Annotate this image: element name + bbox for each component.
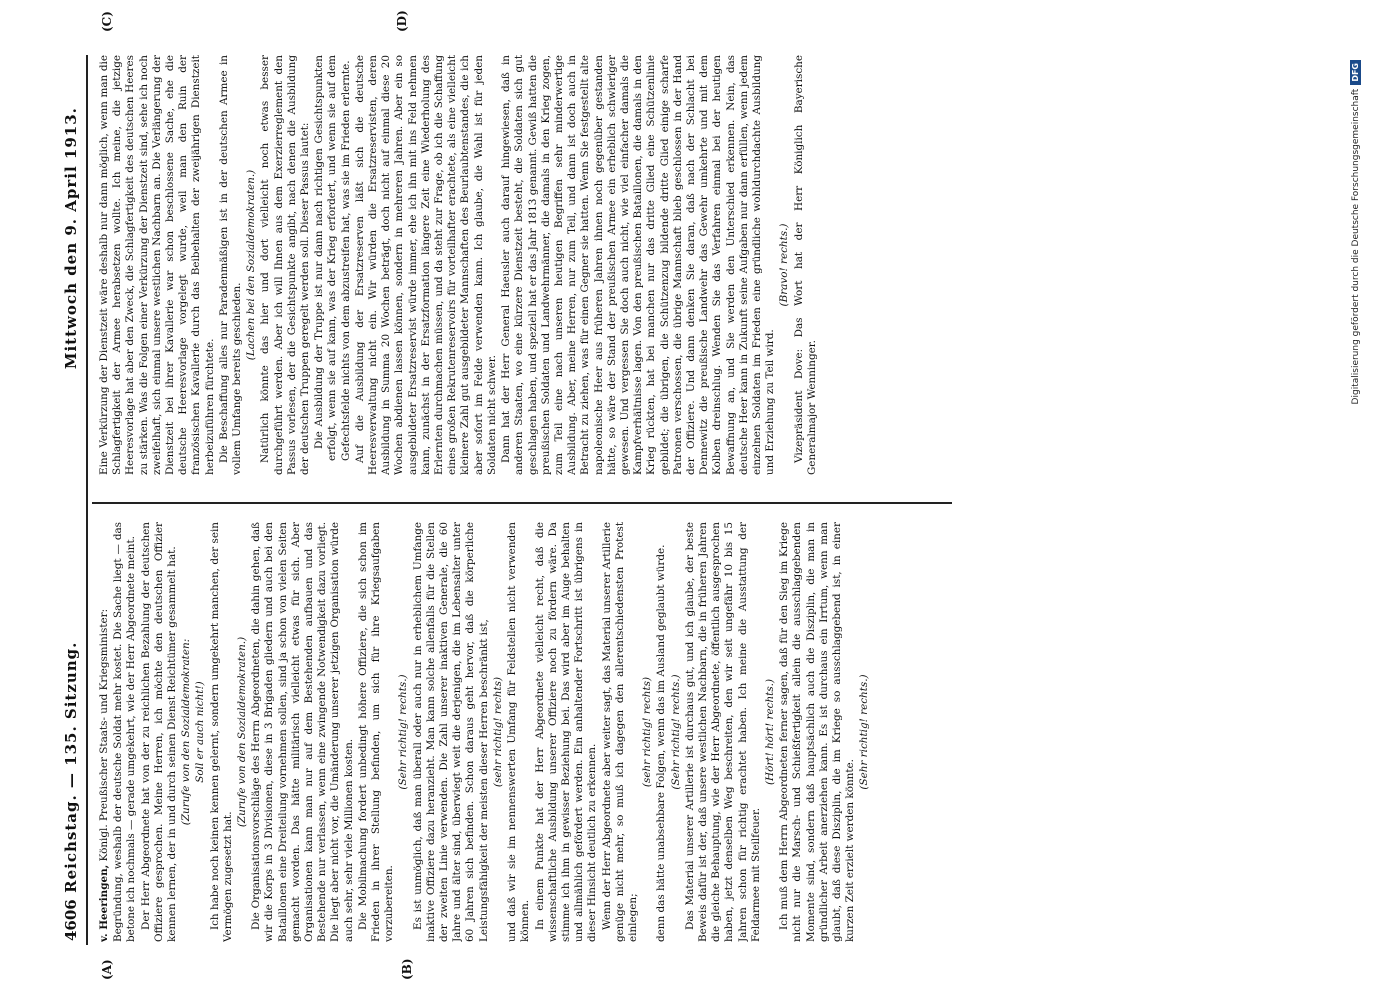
page-number: 4606 xyxy=(62,899,80,941)
paragraph: In einem Punkte hat der Herr Abgeordnete vielleicht recht, daß die wissenschaftliche Ausbildung unserer Offiziere noch zu fördern wäre. Da stimme ich ihm in gewisser Beziehung bei. Das wird aber im Auge behalten und allmählich gefördert werden. Ein anhaltender Fortschritt ist übrigens in dieser Hinsicht deutlich zu erkennen. xyxy=(533,522,599,942)
interjection: (Sehr richtig! rechts.) xyxy=(858,674,871,790)
page-header xyxy=(60,55,88,945)
paragraph: Es ist unmöglich, daß man überall oder auch nur in erheblichem Umfange inaktive Offiziere dazu heranzieht. Man kann solche allenfalls für die Stellen der zweiten Linie verwenden. Die Zahl unserer inaktiven Generale, die 60 Jahre und älter sind, überwiegt weit die derjenigen, die im Lebensalter unter 60 Jahren sich befinden. Schon daraus geht hervor, daß die körperliche Leistungsfähigkeit der meisten dieser Herren beschränkt ist, xyxy=(411,522,490,942)
right-column xyxy=(98,55,948,475)
margin-marker-d: (D) xyxy=(395,10,409,32)
credit-text: Digitalisierung gefördert durch die Deutsche Forschungsgemeinschaft xyxy=(1351,88,1361,405)
paragraph: und daß wir sie im nennenswerten Umfang für Feldstellen nicht verwenden können. xyxy=(506,522,532,942)
header-left: Reichstag. — 135. Sitzung. xyxy=(62,641,80,893)
margin-marker-b: (B) xyxy=(400,958,414,980)
interjection: (Hört! hört! rechts.) xyxy=(763,678,776,786)
left-column xyxy=(98,522,948,942)
margin-marker-c: (C) xyxy=(100,11,114,32)
paragraph: Der Herr Abgeordnete hat von der zu reichlichen Bezahlung der deutschen Offiziere gesprochen. Meine Herren, ich möchte den deutschen Offizier kennen lernen, der in und durch seinen Dienst Reichtümer gesammelt hat. xyxy=(139,522,179,942)
paragraph: denn das hätte unabsehbare Folgen, wenn das im Ausland geglaubt würde. xyxy=(655,544,668,942)
paragraph: Das Material unserer Artillerie ist durchaus gut, und ich glaube, der beste Beweis dafür ist der, daß unsere westlichen Nachbarn, die in früheren Jahren die gleiche Behauptung, wie der Herr Abgeordnete, öffentlich ausgesprochen haben, jetzt denselben Weg beschreiten, den wir seit ungefähr 10 bis 15 Jahren schon für richtig erachtet haben. Ich meine die Ausstattung der Feldarmee mit Steilfeuer. xyxy=(683,522,762,942)
paragraph: Begründung, weshalb der deutsche Soldat mehr kostet. Die Sache liegt — das betone ich nochmals — gerade umgekehrt, wie der Herr Abgeordnete meint. xyxy=(112,522,138,942)
paragraph: Die Mobilmachung fordert unbedingt höhere Offiziere, die sich schon im Frieden in ihrer Stellung befinden, um sich für ihre Kriegsaufgaben vorzubereiten. xyxy=(356,522,396,942)
speaker-name: v. Heeringen, xyxy=(98,864,110,942)
interjection: (Zurufe von den Sozialdemokraten.) xyxy=(236,636,249,828)
column-divider xyxy=(92,502,952,504)
paragraph: Die Beschaffung alles nur Paradenmäßigen ist in der deutschen Armee in vollem Umfange bereits geschieden. xyxy=(217,55,244,475)
dfg-logo: DFG xyxy=(1350,60,1361,85)
paragraph: Ich habe noch keinen kennen gelernt, sondern umgekehrt manchen, der sein Vermögen zugesetzt hat. xyxy=(208,522,234,942)
quotation: Die Ausbildung der Truppe ist nur dann nach richtigen Gesichtspunkten erfolgt, wenn sie auf kann, was der Krieg erfordert, und wenn sie auf dem Gefechtsfelde nichts von dem abzustreifen hat, was sie im Frieden erlernte. xyxy=(313,55,352,461)
interjection: (Sehr richtig! rechts.) xyxy=(397,674,410,790)
paragraph: Die Organisationsvorschläge des Herrn Abgeordneten, die dahin gehen, daß wir die Korps in 3 Divisionen, diese in 3 Brigaden gliedern und auch bei den Bataillonen eine Dreiteilung vornehmen sollen, sind ja schon von vielen Seiten gemacht worden. Das hätte militärisch vielleicht etwas für sich. Aber Organisationen kann man nur auf dem Bestehenden aufbauen und das Bestehende nur verlassen, wenn eine zwingende Notwendigkeit dazu vorliegt. Die liegt aber nicht vor, die Umänderung unserer jetzigen Organisation würde auch sehr, sehr viele Millionen kosten. xyxy=(250,522,355,942)
paragraph: Ich muß dem Herrn Abgeordneten ferner sagen, daß für den Sieg im Kriege nicht nur die Marsch- und Schießfertigkeit allein die ausschlaggebenden Momente sind, sondern daß hauptsächlich auch die Disziplin, die man in gründlicher Arbeit anerziehen kann. Es ist durchaus ein Irrtum, wenn man glaubt, daß diese Disziplin, die im Kriege so ausschlaggebend ist, in einer kurzen Zeit erzielt werden könnte. xyxy=(778,522,857,942)
interjection: (Bravo! rechts.) xyxy=(778,223,791,307)
margin-marker-a: (A) xyxy=(100,959,114,980)
paragraph: Dann hat der Herr General Haeusler auch darauf hingewiesen, daß in anderen Staaten, wo eine kürzere Dienstzeit besteht, die Soldaten sich gut geschlagen haben, und speziell hat er das Jahr 1813 genannt. Gewiß hatten die preußischen Soldaten und Landwehrmänner, die damals in den Krieg zogen, zum Teil eine nach unseren heutigen Begriffen sehr minderwertige Ausbildung. Aber, meine Herren, nur zum Teil, und dann ist doch auch in Betracht zu ziehen, was für einen Gegner sie hatten. Wenn Sie festgestellt alte napoleonische Heer aus früheren Jahren ihnen noch gegenüber gestanden hätte, so wäre der Stand der preußischen Armee ein erheblich schwieriger gewesen. Und vergessen Sie doch auch nicht, wie viel einfacher damals die Kampfverhältnisse lagen. Von den preußischen Bataillonen, die damals in den Krieg rückten, hat bei manchen nur das dritte Glied eine Schützenlinie gebildet; die übrigen, die Schützenzug bildende dritte Glied einige scharfe Patronen verschossen, die übrige Mannschaft blieb geschlossen in der Hand der Offiziere. Und dann denken Sie daran, daß nach der Schlacht bei Dennewitz die preußische Landwehr das Gewehr umkehrte und mit dem Kolben dreinschlug. Wenden Sie das Verfahren einmal bei der heutigen Bewaffnung an, und Sie werden den Unterschied erkennen. Nein, das deutsche Heer kann in Zukunft seine Aufgaben nur dann erfüllen, wenn jedem einzelnen Soldaten im Frieden eine gründliche wohldurchdachte Ausbildung und Erziehung zu Teil wird. xyxy=(500,55,777,475)
interjection: (Sehr richtig! rechts.) xyxy=(669,674,682,790)
speaker-line xyxy=(98,522,111,942)
interjection: (Zurufe von den Sozialdemokraten: xyxy=(180,638,193,826)
header-title xyxy=(62,55,80,945)
paragraph: Eine Verkürzung der Dienstzeit wäre deshalb nur dann möglich, wenn man die Schlagfertigkeit der Armee herabsetzen wollte. Ich meine, die jetzige Heeresvorlage hat aber den Zweck, die Schlagfertigkeit des deutschen Heeres zu stärken. Was die Folgen einer Verkürzung der Dienstzeit sind, sehe ich noch zweifelhaft, sich einmal unsere westlichen Nachbarn an. Die Verlängerung der Dienstzeit bei ihrer Kavallerie war schon beschlossene Sache, ehe die deutsche Heeresvorlage vorgelegt wurde, weil man den Ruin der französischen Kavallerie durch das Beibehalten der zweijährigen Dienstzeit herbeizuführen fürchtete. xyxy=(98,55,216,475)
interjection: (sehr richtig! rechts) xyxy=(641,676,654,788)
paragraph: Auf die Ausbildung der Ersatzreserven läßt sich die deutsche Heeresverwaltung nicht ein. Wir würden die Ersatzreservisten, deren Ausbildung in Summa 20 Wochen beträgt, doch nicht auf einmal diese 20 Wochen abdienen lassen können, sondern in mehreren Jahren. Aber ein so ausgebildeter Ersatzreservist würde immer, ehe ich ihn mit ins Feld nehmen kann, zunächst in der Ersatzformation längere Zeit eine Wiederholung des Erlernten durchmachen müssen, und da steht zur Frage, ob ich die Schaffung eines großen Rekrutenreservoirs für vorteilhafter erachtete, als eine vielleicht kleinere Zahl gut ausgebildeter Mannschaften des Beurlaubtenstandes, die ich aber sofort im Felde verwenden kann. Ich glaube, die Wahl ist für jeden Soldaten nicht schwer. xyxy=(353,55,498,475)
paragraph: Vizepräsident Dove: Das Wort hat der Herr Königlich Bayerische Generalmajor Wenninger. xyxy=(792,55,818,475)
interjection: Soll er auch nicht!) xyxy=(194,681,207,783)
digitization-credit xyxy=(1350,60,1361,920)
paragraph: Wenn der Herr Abgeordnete aber weiter sagt, das Material unserer Artillerie genüge nicht mehr, so muß ich dagegen den allerentschiedensten Protest einlegen; xyxy=(600,522,639,942)
header-right: Mittwoch den 9. April 1913. xyxy=(62,107,80,370)
interjection: (Lachen bei den Sozialdemokraten.) xyxy=(245,169,258,361)
speaker-role: Königl. Preußischer Staats- und Kriegsminister: xyxy=(98,608,110,862)
interjection: (sehr richtig! rechts) xyxy=(491,676,504,788)
paragraph: Natürlich könnte das hier und dort vielleicht noch etwas besser durchgeführt werden. Aber ich will Ihnen aus dem Exerzierreglement den Passus vorlesen, der die Gesichtspunkte angibt, nach denen die Ausbildung der deutschen Truppen geregelt werden soll. Dieser Passus lautet: xyxy=(259,55,312,475)
